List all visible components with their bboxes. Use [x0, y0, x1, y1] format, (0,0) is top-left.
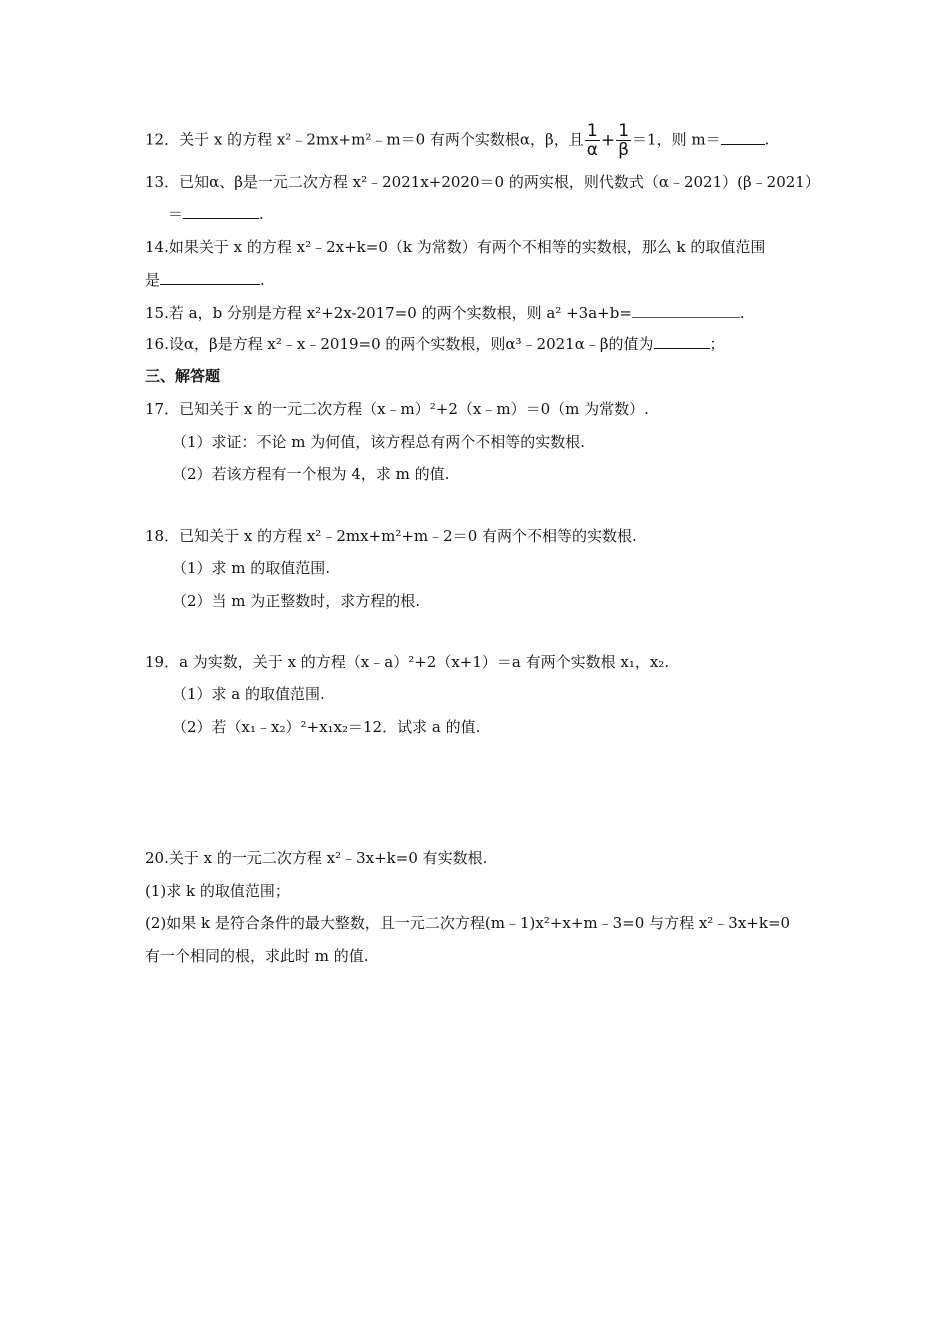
question-20-stem: 20.关于 x 的一元二次方程 x²﹣3x+k=0 有实数根. — [145, 849, 488, 867]
question-12-suffix: ＝1，则 m＝ — [632, 130, 721, 149]
question-18-part-2: （2）当 m 为正整数时，求方程的根. — [172, 592, 421, 610]
fraction-2-numerator: 1 — [616, 122, 631, 141]
fraction-one-over-beta — [616, 122, 631, 159]
question-19-part-1: （1）求 a 的取值范围. — [172, 685, 325, 703]
answer-blank-16 — [654, 334, 710, 349]
question-13-equals: ＝ — [168, 205, 184, 223]
question-12-end: . — [764, 130, 770, 149]
question-15-end: . — [739, 304, 745, 322]
question-18-part-1: （1）求 m 的取值范围. — [172, 559, 331, 577]
question-15 — [145, 303, 745, 323]
question-16-prefix: 16.设α，β是方程 x²﹣x﹣2019=0 的两个实数根，则α³﹣2021α﹣β的值为 — [145, 335, 654, 353]
question-14-shi: 是 — [145, 271, 161, 289]
question-16 — [145, 334, 725, 354]
question-17-part-1: （1）求证：不论 m 为何值，该方程总有两个不相等的实数根. — [172, 433, 586, 451]
question-14-line-1: 14.如果关于 x 的方程 x²﹣2x+k=0（k 为常数）有两个不相等的实数根，那么 k 的取值范围 — [145, 238, 766, 256]
answer-blank-12 — [721, 130, 765, 145]
fraction-1-denominator: α — [586, 140, 598, 160]
question-14-line-2 — [145, 270, 265, 290]
question-13-line-2 — [168, 204, 264, 224]
section-title-answer-questions: 三、解答题 — [145, 367, 221, 385]
fraction-one-over-alpha — [585, 122, 600, 159]
answer-blank-14 — [160, 270, 260, 285]
question-14-end: . — [260, 271, 265, 289]
question-15-prefix: 15.若 a，b 分别是方程 x²+2x-2017=0 的两个实数根，则 a² +3a+b= — [145, 304, 632, 322]
question-16-end: ； — [709, 335, 725, 353]
answer-blank-13 — [183, 204, 259, 219]
question-20-part-2-line-2: 有一个相同的根，求此时 m 的值. — [145, 947, 369, 965]
question-19-stem: 19．a 为实数，关于 x 的方程（x﹣a）²+2（x+1）＝a 有两个实数根 x₁，x₂. — [145, 653, 670, 671]
question-18-stem: 18．已知关于 x 的方程 x²﹣2mx+m²+m﹣2＝0 有两个不相等的实数根. — [145, 527, 637, 545]
plus-sign: + — [600, 130, 616, 151]
question-12 — [145, 122, 769, 159]
question-20-part-1: (1)求 k 的取值范围； — [145, 882, 290, 900]
question-17-stem: 17．已知关于 x 的一元二次方程（x﹣m）²+2（x﹣m）＝0（m 为常数）. — [145, 400, 649, 418]
fraction-2-denominator: β — [618, 140, 630, 160]
question-20-part-2-line-1: (2)如果 k 是符合条件的最大整数，且一元二次方程(m﹣1)x²+x+m﹣3=0 与方程 x²﹣3x+k=0 — [145, 914, 791, 932]
question-17-part-2: （2）若该方程有一个根为 4，求 m 的值. — [172, 465, 450, 483]
question-12-prefix: 12．关于 x 的方程 x²﹣2mx+m²﹣m＝0 有两个实数根α，β，且 — [145, 130, 584, 149]
question-13-line-1: 13．已知α、β是一元二次方程 x²﹣2021x+2020＝0 的两实根，则代数式（α﹣2021）(β﹣2021） — [145, 173, 820, 191]
question-13-end: . — [259, 205, 264, 223]
question-19-part-2: （2）若（x₁﹣x₂）²+x₁x₂＝12．试求 a 的值. — [172, 718, 481, 736]
answer-blank-15 — [632, 303, 740, 318]
fraction-1-numerator: 1 — [585, 122, 600, 141]
